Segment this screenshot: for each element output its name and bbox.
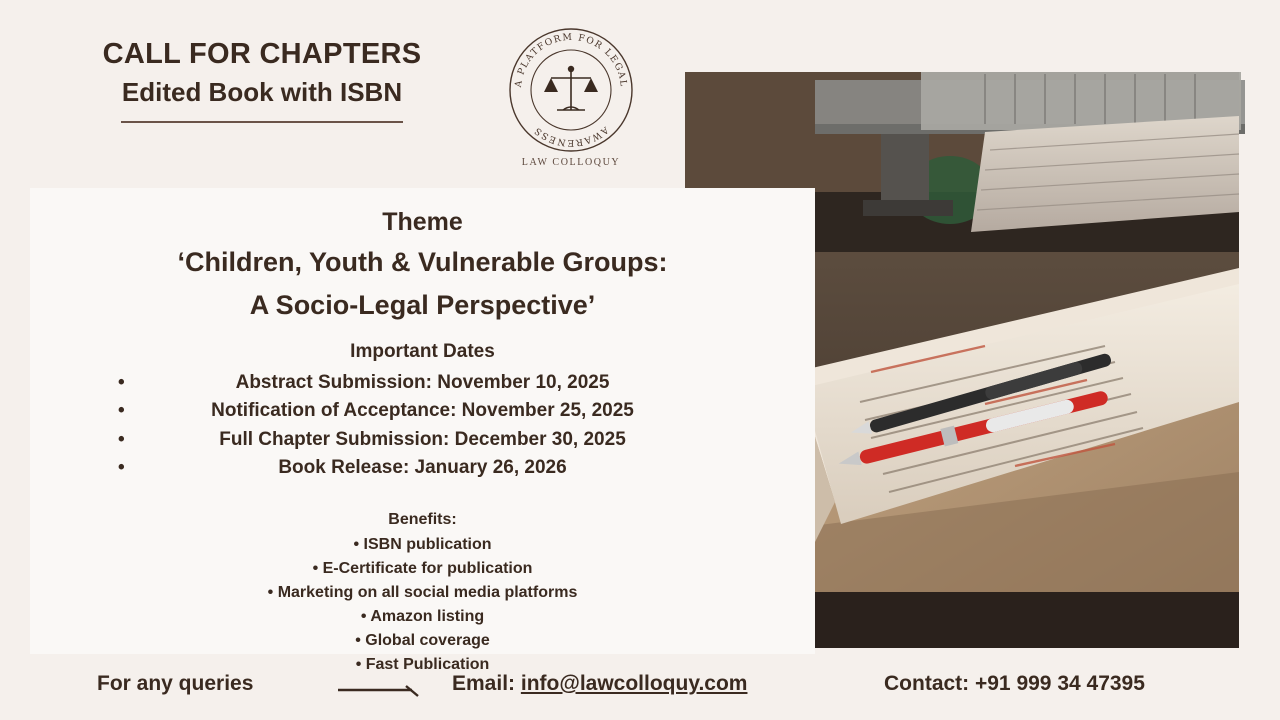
title-divider: [121, 121, 403, 123]
important-dates-heading: Important Dates: [350, 340, 495, 362]
brand-logo: [495, 26, 647, 168]
date-item-label: Full Chapter Submission: December 30, 2025: [219, 428, 626, 450]
svg-text:AWARENESS: AWARENESS: [531, 124, 611, 149]
email-label: Email:: [452, 672, 521, 695]
bullet-icon: •: [118, 428, 125, 450]
benefits-heading: Benefits:: [388, 510, 457, 528]
scales-of-justice-seal-icon: [507, 26, 635, 154]
date-item-label: Abstract Submission: November 10, 2025: [235, 371, 610, 393]
list-item: • ISBN publication: [353, 535, 492, 553]
list-item: • Fast Publication: [355, 655, 490, 673]
email-line: [452, 672, 747, 696]
queries-label: For any queries: [97, 672, 254, 695]
theme-title-line-2: A Socio-Legal Perspective’: [249, 289, 596, 320]
long-arrow-right-icon: [338, 684, 420, 702]
list-item: • Amazon listing: [360, 607, 485, 625]
bullet-icon: •: [118, 371, 125, 393]
theme-title-line-1: ‘Children, Youth & Vulnerable Groups:: [177, 247, 668, 277]
page-title: CALL FOR CHAPTERS: [102, 38, 422, 70]
poster-header: [0, 0, 1280, 188]
list-item: • Global coverage: [355, 631, 490, 649]
content-panel: [30, 188, 815, 673]
email-link[interactable]: info@lawcolloquy.com: [520, 672, 748, 695]
svg-text:A PLATFORM FOR LEGAL: A PLATFORM FOR LEGAL: [512, 31, 630, 89]
page-subtitle: Edited Book with ISBN: [121, 77, 403, 108]
contact-number: Contact: +91 999 34 47395: [884, 672, 1145, 695]
date-item-label: Notification of Acceptance: November 25, 2025: [211, 400, 634, 421]
header-titles: [62, 36, 462, 123]
list-item: • E-Certificate for publication: [312, 559, 533, 577]
bullet-icon: •: [118, 400, 125, 421]
list-item: [30, 397, 815, 426]
list-item: [30, 426, 815, 455]
list-item: [30, 369, 815, 398]
theme-label: Theme: [382, 208, 463, 236]
poster-footer: [0, 660, 1280, 720]
important-dates-list: [30, 369, 815, 483]
benefits-list: [30, 533, 815, 677]
brand-name: LAW COLLOQUY: [521, 157, 621, 168]
date-item-label: Book Release: January 26, 2026: [278, 457, 567, 478]
list-item: • Marketing on all social media platforms: [267, 583, 578, 601]
bullet-icon: •: [118, 457, 125, 478]
list-item: [30, 454, 815, 483]
